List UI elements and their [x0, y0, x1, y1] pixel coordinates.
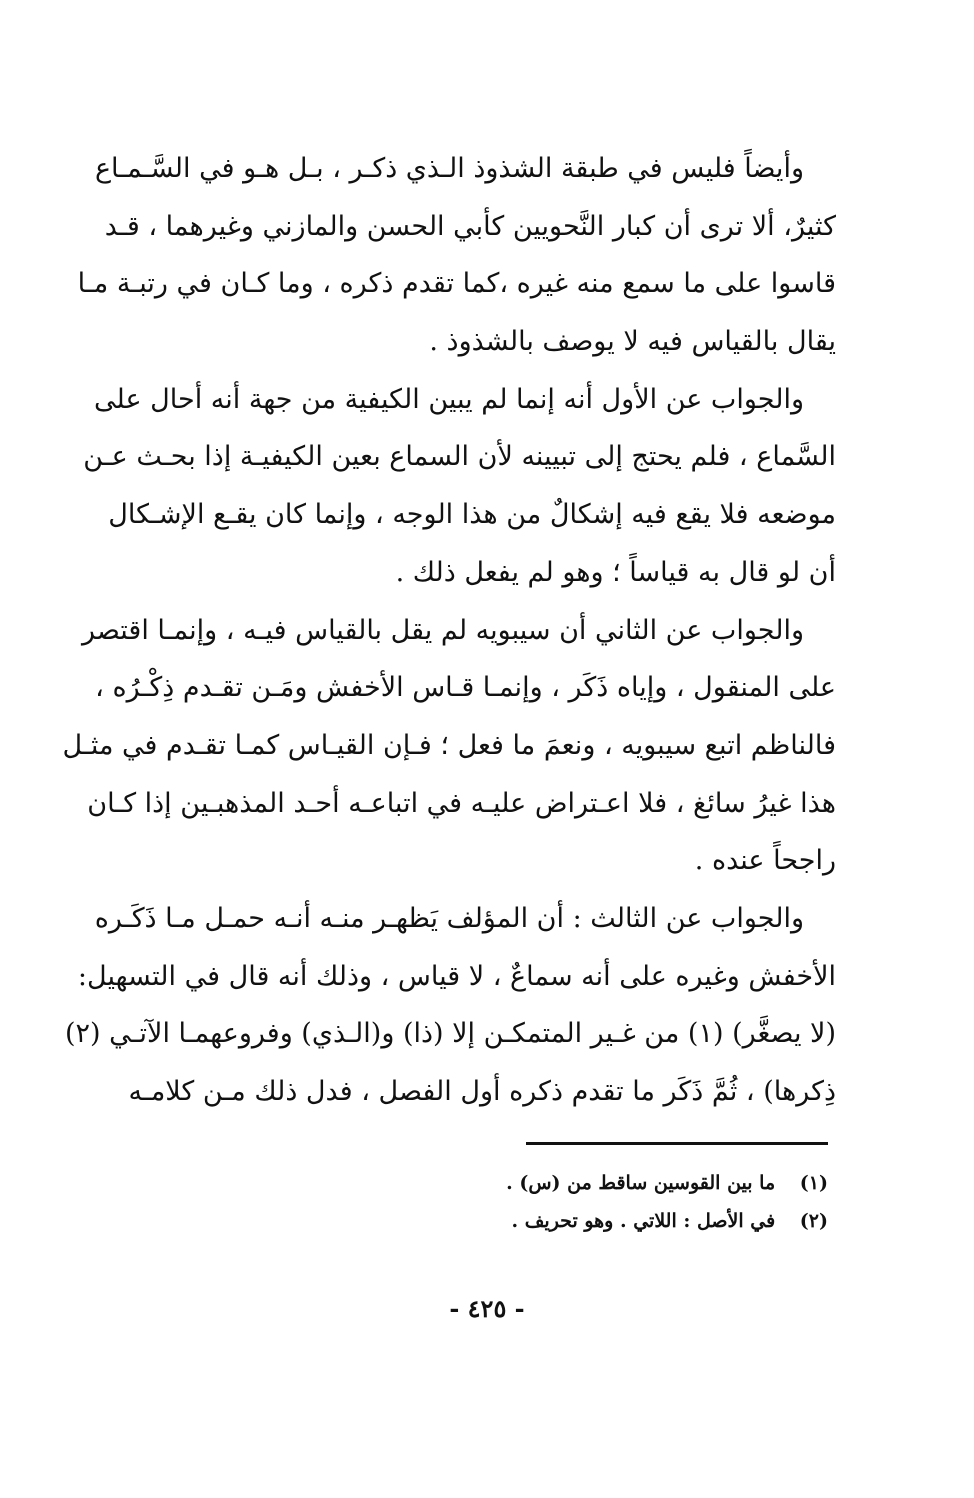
text-line: فالناظم اتبع سيبويه ، ونعمَ ما فعل ؛ فـإن القيـاس كمـا تقـدم في مثـل — [62, 729, 836, 761]
footnote-marker: (٢) — [799, 1210, 828, 1232]
text-line: ذِكرها) ، ثُمَّ ذَكَر ما تقدم ذكره أول الفصل ، فدل ذلك مـن كلامـه — [128, 1076, 836, 1107]
text-line: يقال بالقياس فيه لا يوصف بالشذوذ . — [429, 326, 836, 358]
footnote-marker: (١) — [799, 1172, 828, 1194]
text-line: (لا يصغَّر) (١) من غـير المتمكـن إلا (ذا) و(الـذي) وفروعهمـا الآتـي (٢) — [64, 1018, 836, 1050]
main-text — [62, 140, 836, 1121]
text-line: السَّماع ، فلم يحتج إلى تبيينه لأن السماع بعين الكيفيـة إذا بحـث عـن — [83, 441, 836, 473]
text-line: قاسوا على ما سمع منه غيره ،كما تقدم ذكره ، وما كـان في رتبـة مـا — [77, 268, 836, 300]
footnote-item — [400, 1202, 828, 1240]
text-line: والجواب عن الثالث : أن المؤلف يَظهـر منـه أنـه حمـل مـا ذَكَـره — [94, 902, 804, 934]
text-line: الأخفش وغيره على أنه سماعٌ ، لا قياس ، وذلك أنه قال في التسهيل: — [77, 960, 836, 992]
text-line: على المنقول ، وإياه ذَكَر ، وإنمـا قـاس الأخفش ومَـن تقـدم ذِكْـرُه ، — [95, 672, 836, 704]
page-number: - ٤٢٥ - — [449, 1294, 525, 1323]
text-line: والجواب عن الأول أنه إنما لم يبين الكيفية من جهة أنه أحال على — [94, 383, 804, 415]
text-line: راجحاً عنده . — [694, 845, 836, 877]
footnote-divider — [526, 1142, 828, 1145]
footnote-item — [400, 1164, 828, 1202]
text-line: كثيرٌ، ألا ترى أن كبار النَّحويين كأبي الحسن والمازني وغيرهما ، قـد — [104, 210, 836, 242]
text-line: والجواب عن الثاني أن سيبويه لم يقل بالقياس فيـه ، وإنمـا اقتصر — [81, 614, 804, 646]
footnote-text: في الأصل : اللاتي . وهو تحريف . — [511, 1210, 776, 1232]
text-line: هذا غيرُ سائغ ، فلا اعـتراض عليـه في اتباعـه أحـد المذهبـين إذا كـان — [87, 787, 836, 819]
footnote-text: ما بين القوسين ساقط من (س) . — [506, 1172, 776, 1194]
text-line: وأيضاً فليس في طبقة الشذوذ الـذي ذكـر ، بـل هـو في السَّـمـاع — [94, 153, 804, 184]
text-line: أن لو قال به قياساً ؛ وهو لم يفعل ذلك . — [395, 556, 836, 588]
text-line: موضعه فلا يقع فيه إشكالٌ من هذا الوجه ، وإنما كان يقـع الإشـكال — [108, 499, 836, 531]
footnotes — [400, 1164, 828, 1240]
